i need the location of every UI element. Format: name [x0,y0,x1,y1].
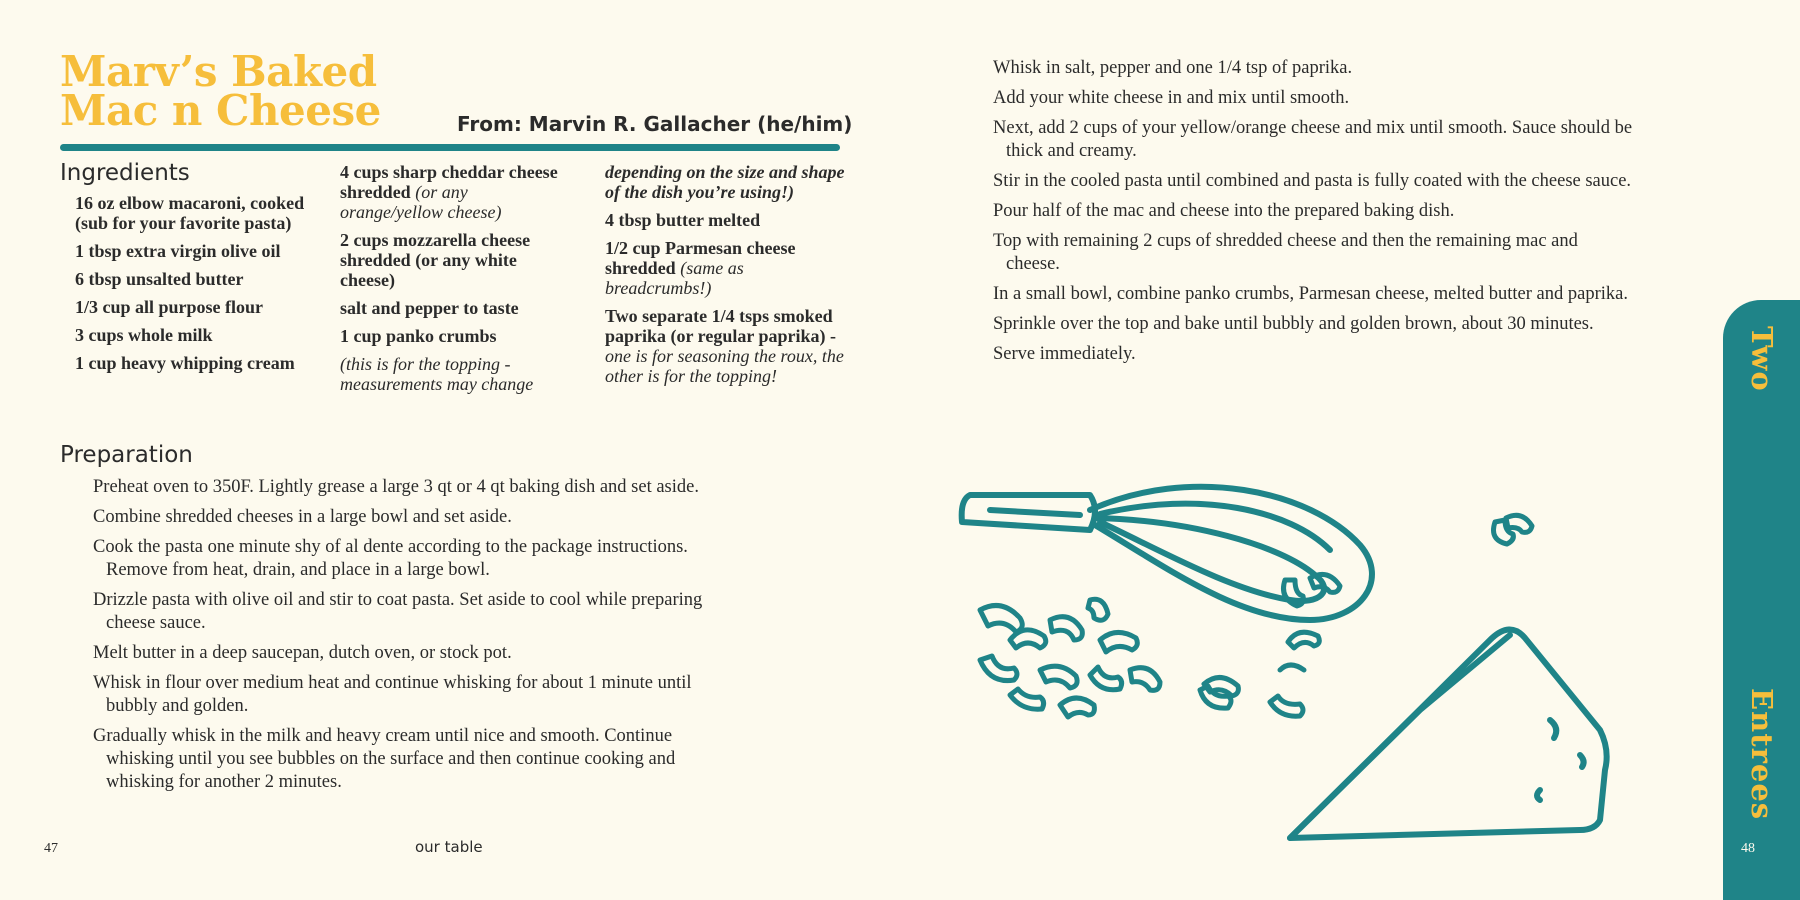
preparation-step: Stir in the cooled pasta until combined and pasta is fully coated with the cheese sauce. [993,171,1632,191]
ingredient-text: 16 oz elbow macaroni, cooked (sub for your favorite pasta) [75,193,305,233]
ingredient-note: one is for seasoning the roux, the other is for the topping! [605,346,844,386]
chapter-tab-number: Two [1745,326,1779,392]
ingredient-item [75,353,315,373]
preparation-step: Add your white cheese in and mix until smooth. [993,88,1350,108]
preparation-step: Combine shredded cheeses in a large bowl and set aside. [93,507,512,527]
ingredient-text: 6 tbsp unsalted butter [75,269,244,289]
preparation-steps-left [93,476,713,801]
recipe-title-line-2: Mac n Cheese [60,86,381,135]
ingredient-note: (same as breadcrumbs!) [605,258,744,298]
ingredient-item [75,269,315,289]
preparation-step: Preheat oven to 350F. Lightly grease a large 3 qt or 4 qt baking dish and set aside. [93,477,699,497]
ingredient-text: 1/2 cup Parmesan cheese shredded [605,238,796,278]
ingredient-item [605,306,845,386]
ingredient-text: 1 tbsp extra virgin olive oil [75,241,281,261]
ingredient-text: salt and pepper to taste [340,298,519,318]
ingredient-item [605,162,845,202]
preparation-step: Top with remaining 2 cups of shredded cheese and then the remaining mac and cheese. [993,231,1578,274]
preparation-step: Gradually whisk in the milk and heavy cream until nice and smooth. Continue whisking until you see bubbles on the surface and then continue cooking and whisking for another 2 minutes. [93,726,676,792]
ingredient-text: Two separate 1/4 tsps smoked paprika (or regular paprika) - [605,306,837,346]
ingredient-item [340,162,575,222]
ingredient-item [340,354,575,394]
preparation-step: Melt butter in a deep saucepan, dutch oven, or stock pot. [93,643,512,663]
macaroni-pile-icon [980,599,1160,717]
ingredient-item [605,210,845,230]
ingredient-item [340,326,575,346]
cheese-wedge-icon [1290,629,1607,838]
whisk-icon [962,487,1372,620]
page-number-right: 48 [1741,841,1755,856]
chapter-tab [1723,300,1800,900]
preparation-step: Next, add 2 cups of your yellow/orange cheese and mix until smooth. Sauce should be thick and creamy. [993,118,1633,161]
recipe-title-line-1: Marv’s Baked [60,47,377,96]
ingredient-note: depending on the size and shape of the dish you’re using!) [605,162,845,202]
ingredient-text: 4 tbsp butter melted [605,210,761,230]
recipe-author: From: Marvin R. Gallacher (he/him) [457,112,853,136]
ingredients-column-1 [75,193,315,381]
ingredient-text: 1 cup panko crumbs [340,326,497,346]
preparation-step: Drizzle pasta with olive oil and stir to coat pasta. Set aside to cool while preparing cheese sauce. [93,590,703,633]
preparation-step: Serve immediately. [993,344,1136,364]
preparation-step: Pour half of the mac and cheese into the prepared baking dish. [993,201,1455,221]
preparation-step: Cook the pasta one minute shy of al dente according to the package instructions. Remove from heat, drain, and place in a large bowl. [93,537,688,580]
ingredient-text: 3 cups whole milk [75,325,213,345]
title-divider [60,144,840,151]
ingredient-text: 1/3 cup all purpose flour [75,297,264,317]
book-footer-label: our table [415,838,483,856]
ingredient-item [75,241,315,261]
ingredients-heading: Ingredients [60,160,190,186]
ingredients-column-3 [605,162,845,394]
preparation-heading: Preparation [60,442,193,468]
ingredients-column-2 [340,162,575,402]
recipe-title [60,47,381,135]
preparation-step: Whisk in flour over medium heat and continue whisking for about 1 minute until bubbly and golden. [93,673,692,716]
ingredient-item [340,230,575,290]
preparation-steps-right [993,57,1633,373]
chapter-tab-title: Entrees [1745,688,1779,821]
ingredient-text: 1 cup heavy whipping cream [75,353,295,373]
page-number-left: 47 [44,841,58,856]
ingredient-item [75,325,315,345]
preparation-step: Sprinkle over the top and bake until bubbly and golden brown, about 30 minutes. [993,314,1594,334]
ingredient-item [75,193,315,233]
ingredient-text: 2 cups mozzarella cheese shredded (or any white cheese) [340,230,531,290]
ingredient-item [605,238,845,298]
cooking-illustration [950,470,1670,850]
ingredient-note: (this is for the topping - measurements may change [340,354,534,394]
ingredient-note: (or any orange/yellow cheese) [340,182,502,222]
preparation-step: In a small bowl, combine panko crumbs, Parmesan cheese, melted butter and paprika. [993,284,1628,304]
ingredient-item [340,298,575,318]
ingredient-text: 4 cups sharp cheddar cheese shredded [340,162,558,202]
preparation-step: Whisk in salt, pepper and one 1/4 tsp of paprika. [993,58,1353,78]
ingredient-item [75,297,315,317]
